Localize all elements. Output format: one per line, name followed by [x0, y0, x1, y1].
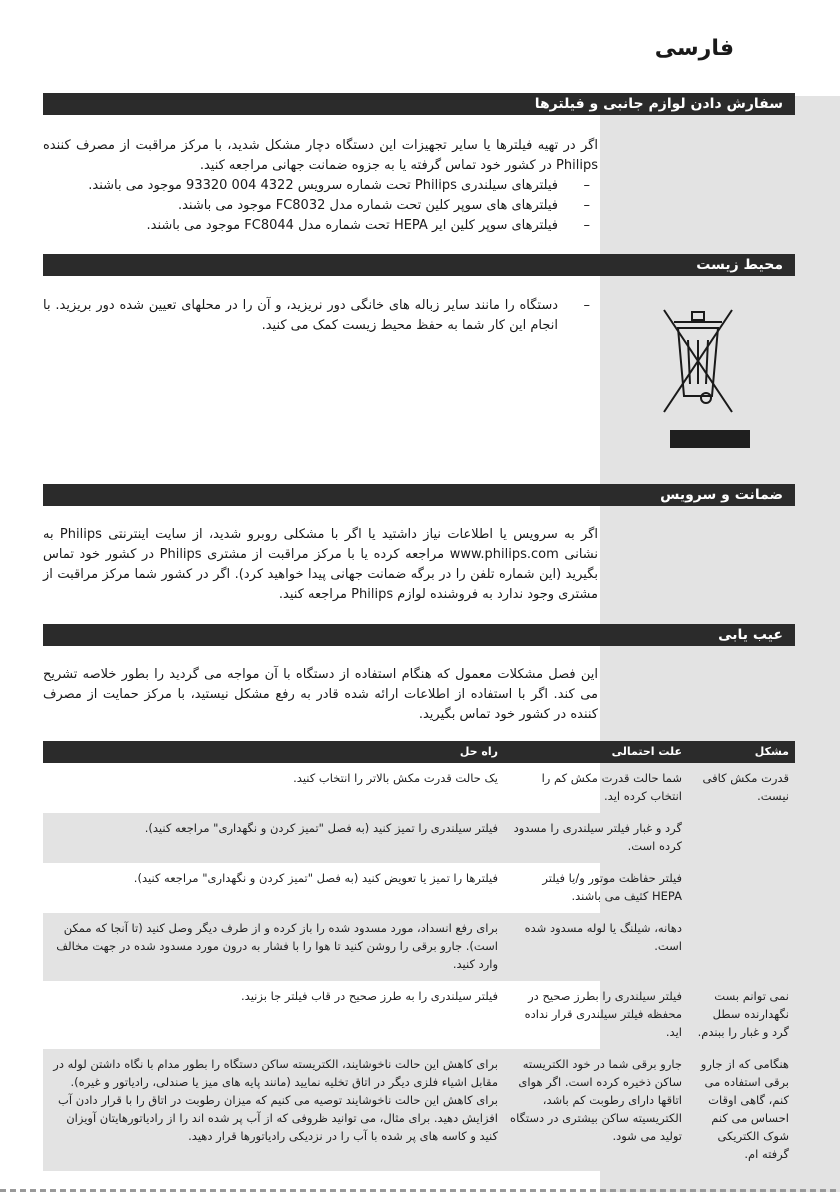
list-item: – فیلترهای سوپر کلین ایر HEPA تحت شماره مدل FC8044 موجود می باشند. [43, 216, 598, 236]
cause-cell: شما حالت قدرت مکش کم را انتخاب کرده اید. [541, 771, 682, 803]
solution-cell: یک حالت قدرت مکش بالاتر را انتخاب کنید. [293, 771, 498, 785]
table-header-row [43, 741, 795, 763]
solution-cell: فیلتر سیلندری را به طرز صحیح در قاب فیلتر جا بزنید. [241, 989, 498, 1003]
cause-cell: فیلتر سیلندری را بطرز صحیح در محفظه فیلتر سیلندری قرار نداده اید. [524, 989, 682, 1039]
crossed-out-wheelie-bin-icon [614, 288, 782, 483]
cause-cell: دهانه، شیلنگ یا لوله مسدود شده است. [504, 913, 688, 981]
guarantee-heading: ضمانت و سرویس [43, 484, 795, 506]
column-header-problem: مشکل [688, 741, 795, 763]
environment-list [43, 296, 598, 336]
accessories-intro: اگر در تهیه فیلترها یا سایر تجهیزات این دستگاه دچار مشکل شدید، با مرکز مراقبت از مصرف کننده Philips در کشور خود تماس گرفته یا به جزوه ضمانت جهانی مراجعه کنید. [43, 138, 598, 173]
table-row [43, 913, 795, 981]
language-title: فارسی [654, 36, 734, 61]
cause-cell: فیلتر حفاظت موتور و/یا فیلتر HEPA کثیف می باشند. [542, 871, 682, 903]
list-item: – دستگاه را مانند سایر زباله های خانگی دور نریزید، و آن را در محلهای تعیین شده دور بریزید. با انجام این کار شما به حفظ محیط زیست کمک می کنید. [43, 296, 598, 336]
table-row [43, 1049, 795, 1171]
accessories-heading: سفارش دادن لوازم جانبی و فیلترها [43, 93, 795, 115]
troubleshooting-section [43, 665, 598, 725]
environment-section [43, 296, 598, 336]
cause-cell: گرد و غبار فیلتر سیلندری را مسدود کرده است. [504, 813, 688, 863]
problem-cell: هنگامی که از جارو برقی استفاده می کنم، گاهی اوقات احساس می کنم شوک الکتریکی گرفته ام. [688, 1049, 795, 1171]
problem-cell [688, 913, 795, 981]
table-row [43, 763, 795, 813]
problem-cell [688, 813, 795, 863]
table-row [43, 981, 795, 1049]
list-item: – فیلترهای های سوپر کلین تحت شماره مدل FC8032 موجود می باشند. [43, 196, 598, 216]
solution-cell: برای رفع انسداد، مورد مسدود شده را باز کرده و از طرف دیگر وصل کنید (تا آنجا که ممکن است). جارو برقی را روشن کنید تا هوا را با فشار به درون مورد مسدود شده در جهت مخالف وارد کنید. [43, 913, 504, 981]
problem-cell [688, 863, 795, 913]
guarantee-text: اگر به سرویس یا اطلاعات نیاز داشتید یا اگر با مشکلی روبرو شدید، از سایت اینترنتی Philips به نشانی www.philips.com مراجعه کرده یا با مرکز مراقبت از مشتری Philips در کشور خود تماس بگیرید (این شماره تلفن را در برگه ضمانت جهانی پیدا خواهید کرد). اگر در کشور شما مرکز مراقبت از مشتری وجود ندارد به فروشنده لوازم Philips مراجعه کنید. [43, 527, 598, 602]
solution-cell: فیلترها را تمیز یا تعویض کنید (به فصل "تمیز کردن و نگهداری" مراجعه کنید). [133, 871, 498, 885]
cause-cell: جارو برقی شما در خود الکتریسته ساکن ذخیره کرده است. اگر هوای اتاقها دارای رطوبت کم باشد، الکتریسیته ساکن بیشتری در دستگاه تولید می شود. [504, 1049, 688, 1171]
environment-heading: محیط زیست [43, 254, 795, 276]
column-header-cause: علت احتمالی [504, 741, 688, 763]
problem-cell: قدرت مکش کافی نیست. [702, 771, 789, 803]
troubleshooting-heading: عیب یابی [43, 624, 795, 646]
table-row [43, 863, 795, 913]
accessories-section [43, 136, 598, 236]
table-row [43, 813, 795, 863]
accessories-list [43, 176, 598, 236]
list-item: – فیلترهای سیلندری Philips تحت شماره سرویس 4322 004 93320 موجود می باشند. [43, 176, 598, 196]
problem-cell: نمی توانم بست نگهدارنده سطل گرد و غبار را ببندم. [697, 989, 789, 1039]
troubleshooting-text: این فصل مشکلات معمول که هنگام استفاده از دستگاه با آن مواجه می گردید را بطور خلاصه تشریح می کند. اگر با استفاده از اطلاعات ارائه شده قادر به رفع مشکل نیستید، با مرکز حمایت از مصرف کننده در کشور خود تماس بگیرید. [43, 667, 598, 722]
column-header-solution: راه حل [43, 741, 504, 763]
guarantee-section [43, 525, 598, 605]
weee-marker-bar [670, 430, 750, 448]
solution-cell: برای کاهش این حالت ناخوشایند، الکتریسته ساکن دستگاه را بطور مدام با نگاه داشتن لوله در مقابل اشیاء فلزی دیگر در اتاق تخلیه نمایید (مانند پایه های میز یا صندلی، رادیاتور و غیره). برای کاهش این حالت ناخوشایند توصیه می کنیم که میزان رطوبت در اتاق را با قرار دادن آب افزایش دهید. برای مثال، می توانید ظروفی که از آب پر شده اند را از رادیاتورهایتان آویزان کنید و کاسه های پر شده با آب را در نزدیکی رادیاتورها قرار دهید. [43, 1049, 504, 1171]
solution-cell: فیلتر سیلندری را تمیز کنید (به فصل "تمیز کردن و نگهداری" مراجعه کنید). [43, 813, 504, 863]
troubleshooting-table [43, 741, 795, 1171]
